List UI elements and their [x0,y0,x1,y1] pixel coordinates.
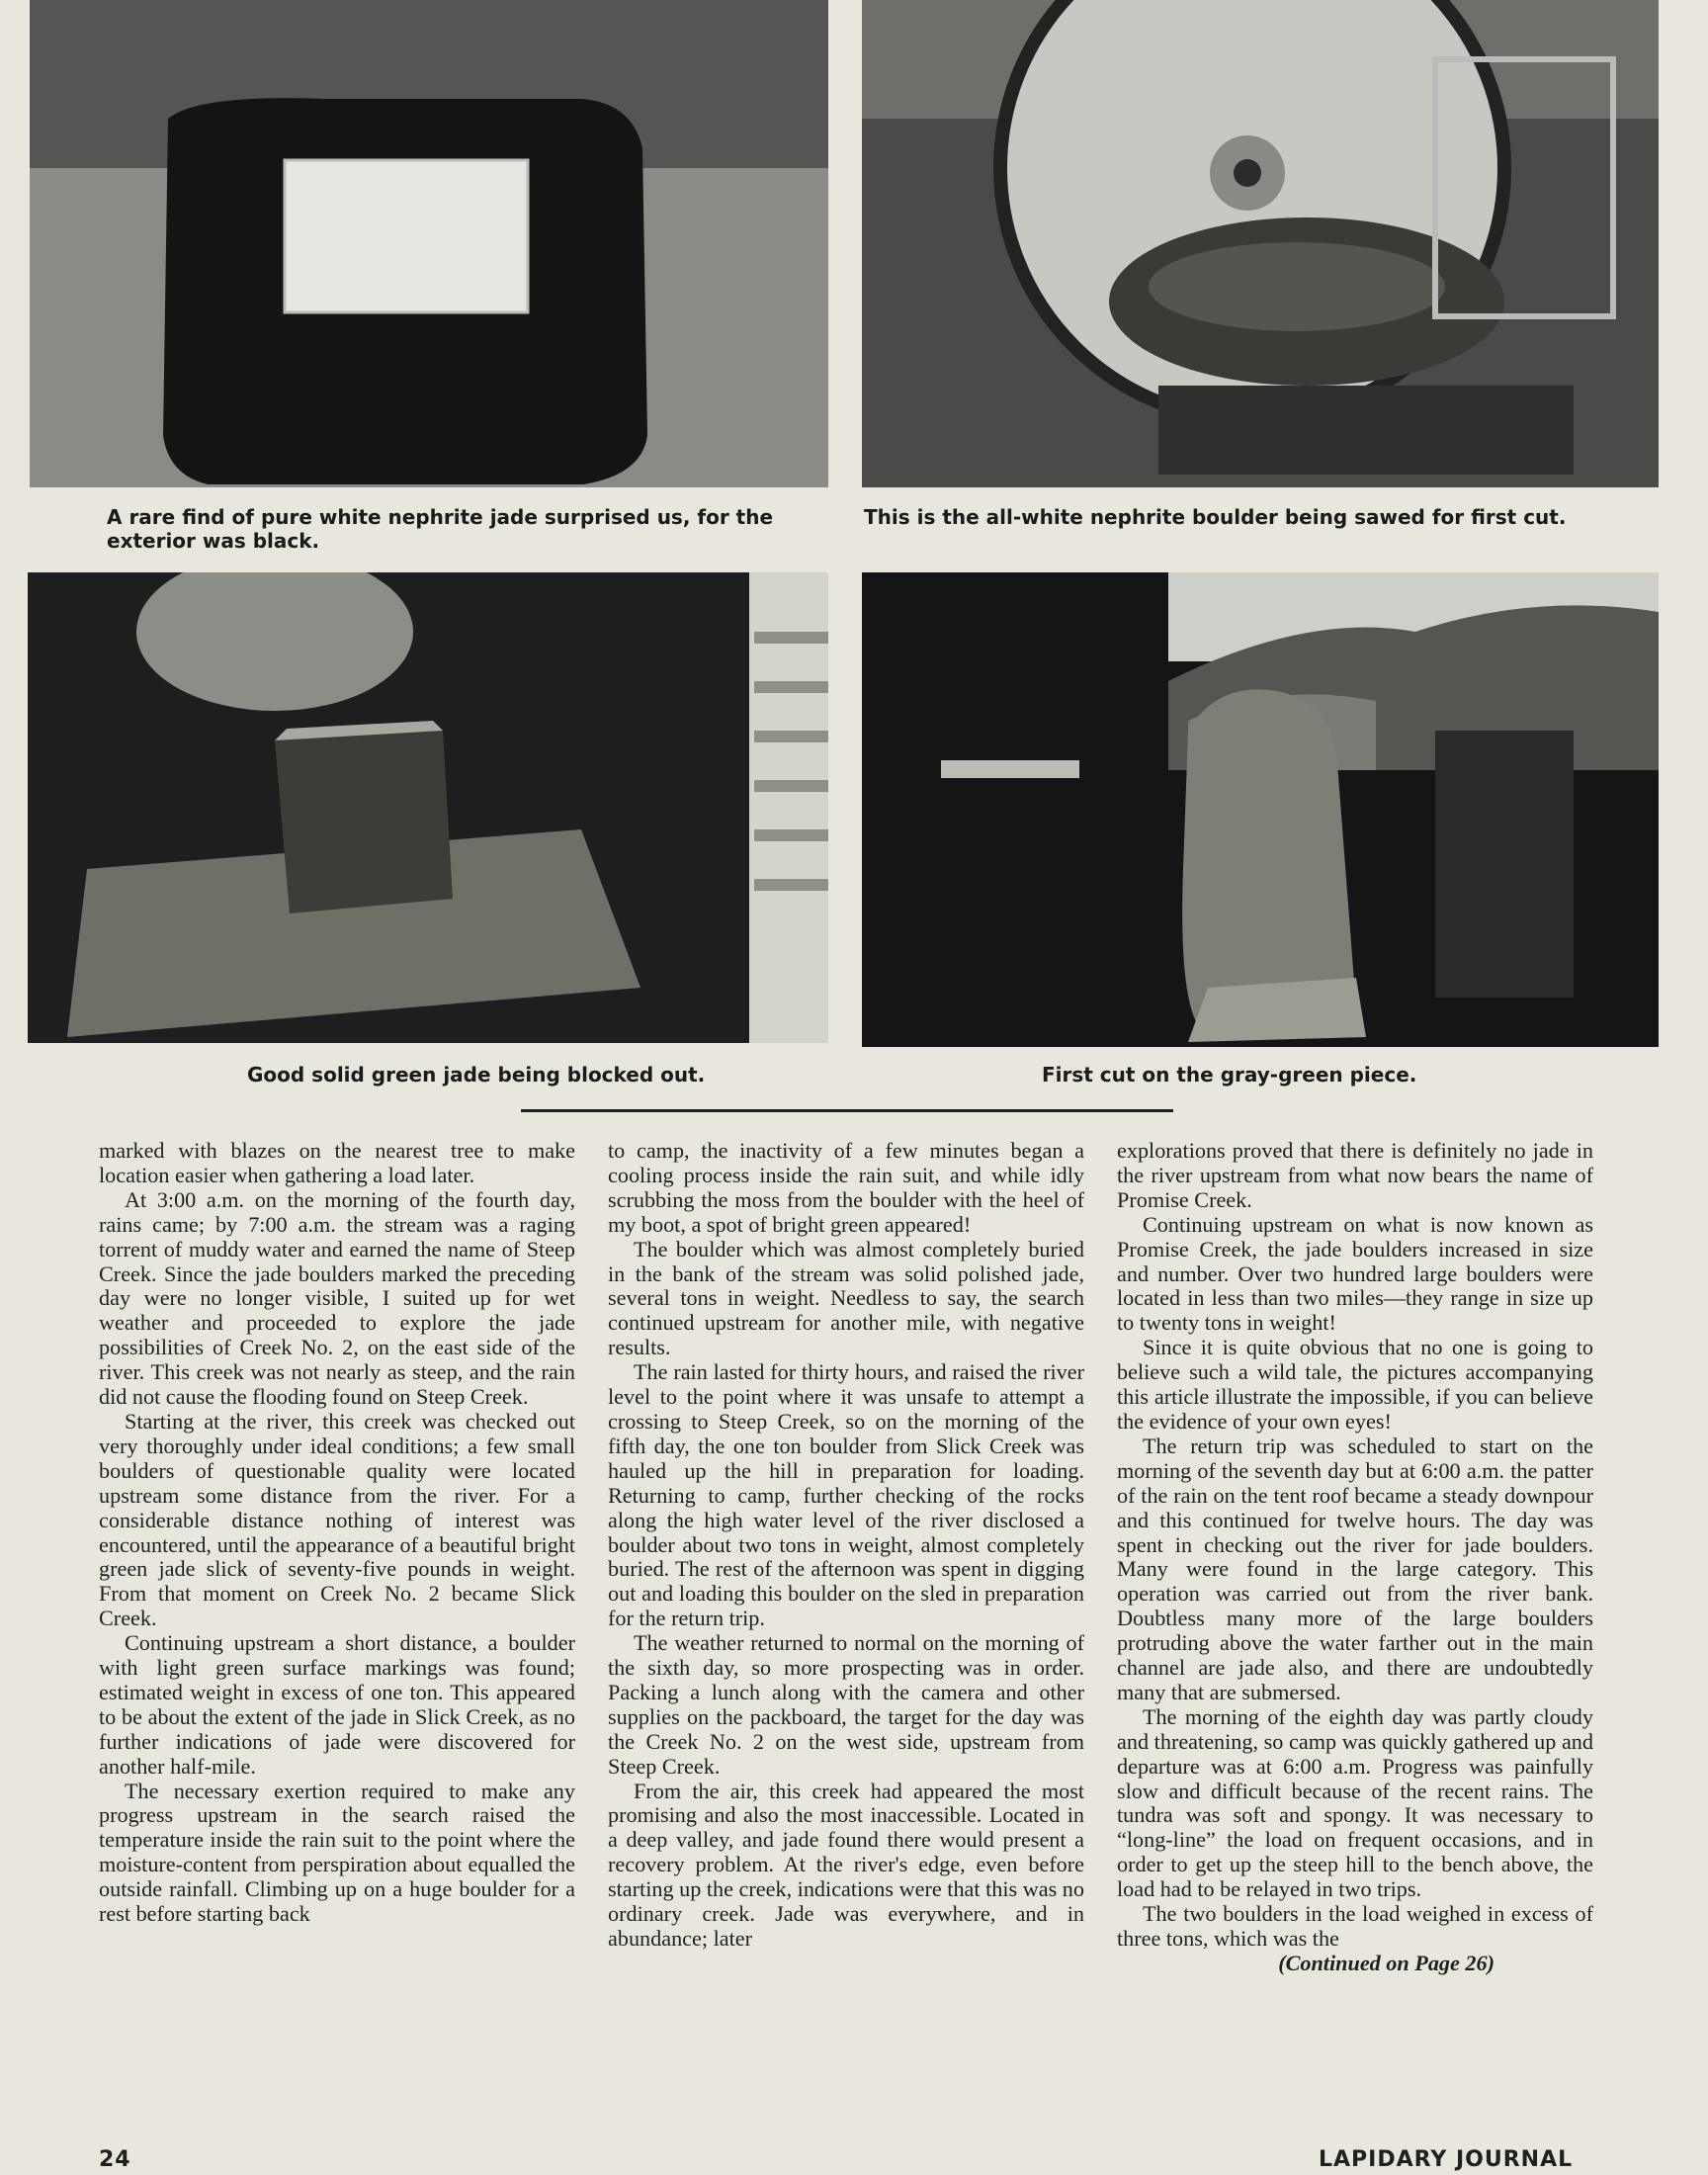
paragraph: Continuing upstream a short distance, a boulder with light green surface markings was found; estimated weight in excess of one ton. This appeared to be about the extent of the jade in Slick Creek, as no further indications of jade were discovered for another half-mile. [99,1630,575,1779]
paragraph: Continuing upstream on what is now known as Promise Creek, the jade boulders increased in size and number. Over two hundred large boulders were located in less than two miles—they range in size up to twenty tons in weight! [1117,1211,1593,1336]
paragraph: marked with blazes on the nearest tree to make location easier when gathering a load later. [99,1138,575,1187]
paragraph: The weather returned to normal on the morning of the sixth day, so more prospecting was in order. Packing a lunch along with the camera and other supplies on the packboard, the target for the day was the Creek No. 2 on the west side, upstream from Steep Creek. [608,1630,1084,1779]
caption-top-right: This is the all-white nephrite boulder being sawed for first cut. [864,505,1567,529]
page-number: 24 [99,2147,131,2172]
photo-green-jade-block [28,572,828,1043]
caption-bottom-right: First cut on the gray-green piece. [1042,1063,1417,1087]
publication-name: LAPIDARY JOURNAL [1319,2147,1574,2172]
paragraph: explorations proved that there is definitely no jade in the river upstream from what now bears the name of Promise Creek. [1117,1138,1593,1212]
photo-saw-boulder [862,0,1659,487]
paragraph: At 3:00 a.m. on the morning of the fourth day, rains came; by 7:00 a.m. the stream was a raging torrent of muddy water and earned the name of Steep Creek. Since the jade boulders marked the preceding day were no longer visible, I suited up for wet weather and proceeded to explore the jade possibilities of Creek No. 2, on the east side of the river. This creek was not nearly as steep, and the rain did not cause the flooding found on Steep Creek. [99,1186,575,1410]
continued-note: (Continued on Page 26) [1278,1950,1494,1975]
paragraph: The boulder which was almost completely buried in the bank of the stream was solid polished jade, several tons in weight. Needless to say, the search continued upstream for another mile, with negative results. [608,1236,1084,1360]
paragraph: to camp, the inactivity of a few minutes began a cooling process inside the rain suit, and while idly scrubbing the moss from the boulder with the heel of my boot, a spot of bright green appeared! [608,1138,1084,1237]
photo-white-jade [30,0,828,487]
article-column-3 [1117,1139,1593,1976]
caption-bottom-left: Good solid green jade being blocked out. [247,1063,706,1087]
paragraph: The return trip was scheduled to start on the morning of the seventh day but at 6:00 a.m. the patter of the rain on the tent roof became a steady downpour and this continued for twelve hours. The day was spent in checking out the river for jade boulders. Many were found in the large category. This operation was carried out from the river bank. Doubtless many more of the large boulders protruding above the water farther out in the main channel are jade also, and there are undoubtedly many that are submersed. [1117,1433,1593,1704]
divider-rule [521,1109,1173,1112]
article-column-1 [99,1139,575,1927]
article-column-2 [608,1139,1084,1952]
paragraph: From the air, this creek had appeared the most promising and also the most inaccessible. Located in a deep valley, and jade found there would present a recovery problem. At the river's edge, even before starting up the creek, indications were that this was no ordinary creek. Jade was everywhere, and in abundance; later [608,1778,1084,1951]
photo-gray-green-piece [862,572,1659,1047]
paragraph: Starting at the river, this creek was checked out very thoroughly under ideal conditions; a few small boulders of questionable quality were located upstream some distance from the river. For a considerable distance nothing of interest was encountered, until the appearance of a beautiful bright green jade slick of seventy-five pounds in weight. From that moment on Creek No. 2 became Slick Creek. [99,1408,575,1631]
paragraph: The two boulders in the load weighed in excess of three tons, which was the [1117,1901,1593,1951]
paragraph: The necessary exertion required to make any progress upstream in the search raised the temperature inside the rain suit to the point where the moisture-content from perspiration about equalled the outside rainfall. Climbing up on a huge boulder for a rest before starting back [99,1778,575,1927]
paragraph: Since it is quite obvious that no one is going to believe such a wild tale, the pictures accompanying this article illustrate the impossible, if you can believe the evidence of your own eyes! [1117,1335,1593,1434]
caption-top-left: A rare find of pure white nephrite jade surprised us, for the exterior was black. [107,505,774,553]
paragraph: The rain lasted for thirty hours, and raised the river level to the point where it was unsafe to attempt a crossing to Steep Creek, so on the morning of the fifth day, the one ton boulder from Slick Creek was hauled up the hill in preparation for loading. Returning to camp, further checking of the rocks along the high water level of the river disclosed a boulder about two tons in weight, almost completely buried. The rest of the afternoon was spent in digging out and loading this boulder on the sled in preparation for the return trip. [608,1359,1084,1631]
paragraph: The morning of the eighth day was partly cloudy and threatening, so camp was quickly gathered up and departure was at 6:00 a.m. Progress was painfully slow and difficult because of the recent rains. The tundra was soft and spongy. It was necessary to “long-line” the load on frequent occasions, and in order to get up the steep hill to the bench above, the load had to be relayed in two trips. [1117,1703,1593,1902]
